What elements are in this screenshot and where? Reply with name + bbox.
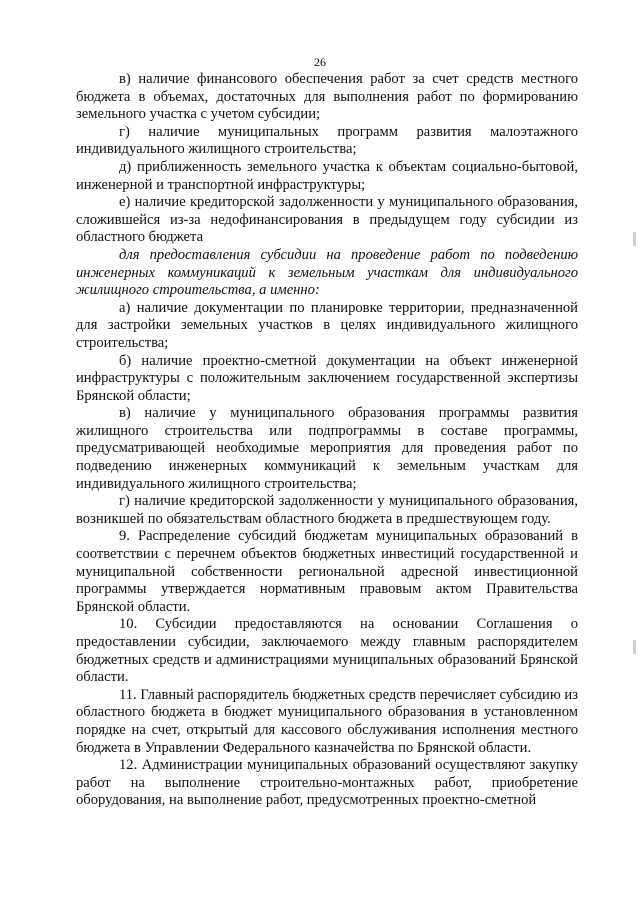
paragraph: г) наличие кредиторской задолженности у муниципального образования, возникшей по обязательствам областного бюджета в предшествующем году.: [76, 493, 578, 527]
paragraph: для предоставления субсидии на проведение работ по подведению инженерных коммуникаций к земельным участкам для индивидуального жилищного строительства, а именно:: [76, 246, 578, 299]
paragraph: в) наличие у муниципального образования программы развития жилищного строительства или подпрограммы в составе программы, предусматривающей необходимые мероприятия для проведения работ по подведению инженерных коммуникаций к земельным участкам для индивидуального жилищного строительства;: [76, 405, 578, 492]
paragraph: 9. Распределение субсидий бюджетам муниципальных образований в соответствии с перечнем объектов бюджетных инвестиций государственной и муниципальной собственности региональной адресной инвестиционной программы утверждается нормативным правовым актом Правительства Брянской области.: [76, 528, 578, 615]
scan-edge-mark: [633, 232, 636, 246]
paragraph: е) наличие кредиторской задолженности у муниципального образования, сложившейся из-за недофинансирования в предыдущем году субсидии из областного бюджета: [76, 194, 578, 246]
scan-edge-mark: [633, 640, 636, 654]
paragraph: б) наличие проектно-сметной документации на объект инженерной инфраструктуры с положительным заключением государственной экспертизы Брянской области;: [76, 352, 578, 404]
paragraph: 10. Субсидии предоставляются на основании Соглашения о предоставлении субсидии, заключаемого между главным распорядителем бюджетных средств и администрациями муниципальных образований Брянской области.: [76, 616, 578, 686]
paragraph: 11. Главный распорядитель бюджетных средств перечисляет субсидию из областного бюджета в бюджет муниципального образования в установленном порядке на счет, открытый для кассового обслуживания исполнения местного бюджета в Управлении Федерального казначейства по Брянской области.: [76, 686, 578, 756]
paragraph: а) наличие документации по планировке территории, предназначенной для застройки земельных участков в целях индивидуального жилищного строительства;: [76, 299, 578, 351]
paragraph: д) приближенность земельного участка к объектам социально-бытовой, инженерной и транспортной инфраструктуры;: [76, 158, 578, 193]
page-number: 26: [314, 55, 326, 69]
paragraph: в) наличие финансового обеспечения работ за счет средств местного бюджета в объемах, достаточных для выполнения работ по формированию земельного участка с учетом субсидии;: [76, 71, 578, 123]
paragraph: 12. Администрации муниципальных образований осуществляют закупку работ на выполнение строительно-монтажных работ, приобретение оборудования, на выполнение работ, предусмотренных проектно-сметной: [76, 757, 578, 809]
paragraph: г) наличие муниципальных программ развития малоэтажного индивидуального жилищного строительства;: [76, 123, 578, 158]
document-body: [76, 71, 578, 810]
